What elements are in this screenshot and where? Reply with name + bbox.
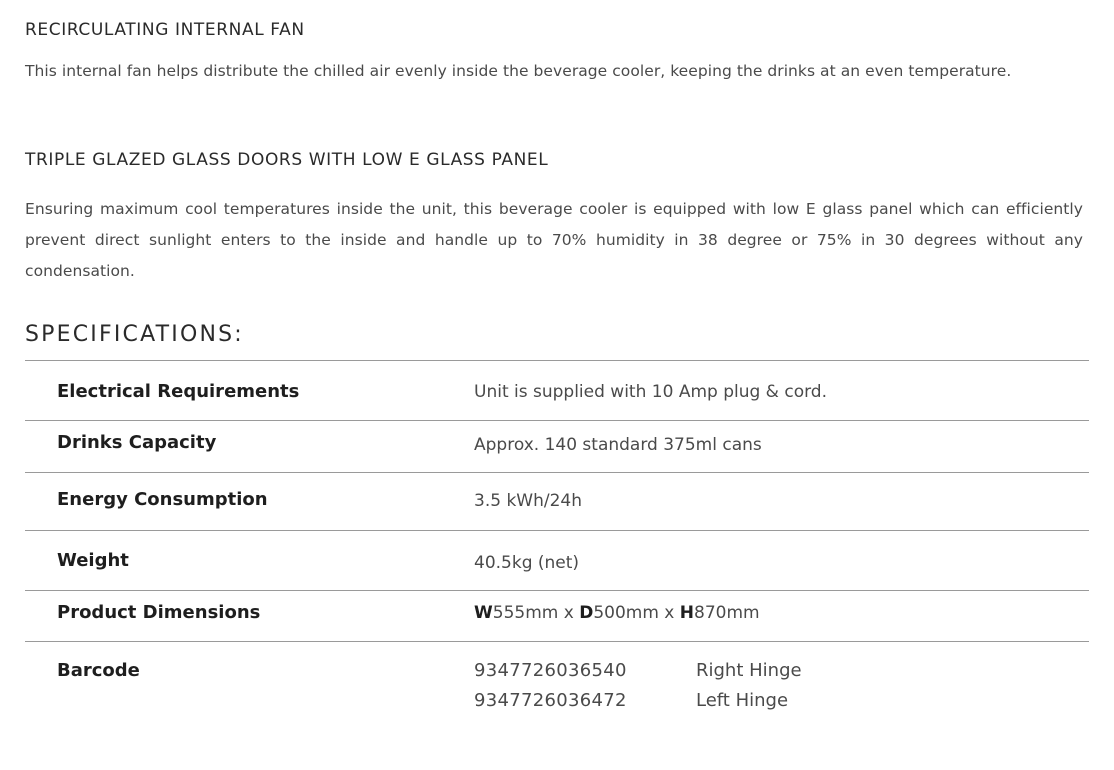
feature-text-glass-doors: Ensuring maximum cool temperatures inside the unit, this beverage cooler is equipped with low E glass panel which can efficiently prevent direct sunlight enters to the inside and handle up to 70% humidity in 38 degree or 75% in 30 degrees without any condensation. [25, 200, 1083, 280]
spec-label: Product Dimensions [57, 602, 261, 623]
barcode-hinge: Right Hinge [696, 660, 802, 681]
spec-row-capacity [25, 421, 1089, 473]
dimension-width-prefix: W [474, 603, 493, 623]
feature-title-glass-doors: TRIPLE GLAZED GLASS DOORS WITH LOW E GLASS PANEL [25, 150, 549, 170]
barcode-entry-right [474, 656, 802, 686]
feature-text-internal-fan: This internal fan helps distribute the chilled air evenly inside the beverage cooler, keeping the drinks at an even temperature. [25, 62, 1012, 80]
spec-row-energy [25, 473, 1089, 531]
dimension-width-value: 555mm x [492, 603, 580, 623]
feature-title-internal-fan: RECIRCULATING INTERNAL FAN [25, 20, 305, 40]
spec-row-weight [25, 531, 1089, 591]
specifications-heading: SPECIFICATIONS: [25, 322, 244, 347]
barcode-number: 9347726036540 [474, 660, 627, 681]
spec-label: Energy Consumption [57, 489, 268, 510]
spec-value: Unit is supplied with 10 Amp plug & cord. [474, 382, 827, 402]
spec-label: Drinks Capacity [57, 432, 217, 453]
barcode-number: 9347726036472 [474, 690, 627, 711]
barcode-hinge: Left Hinge [696, 690, 789, 711]
spec-row-barcode [25, 642, 1089, 732]
spec-value: 40.5kg (net) [474, 553, 580, 573]
dimension-height-prefix: H [679, 603, 694, 623]
specifications-table [25, 360, 1089, 732]
spec-value-dimensions [474, 603, 760, 623]
spec-label: Electrical Requirements [57, 381, 300, 402]
dimension-height-value: 870mm [694, 603, 760, 623]
dimension-depth-value: 500mm x [593, 603, 680, 623]
spec-value: Approx. 140 standard 375ml cans [474, 435, 762, 455]
spec-label: Barcode [57, 660, 140, 681]
dimension-depth-prefix: D [579, 603, 594, 623]
spec-row-dimensions [25, 591, 1089, 642]
spec-label: Weight [57, 550, 129, 571]
spec-value: 3.5 kWh/24h [474, 491, 583, 511]
barcode-list [474, 656, 802, 716]
barcode-entry-left [474, 686, 802, 716]
spec-row-electrical [25, 361, 1089, 421]
